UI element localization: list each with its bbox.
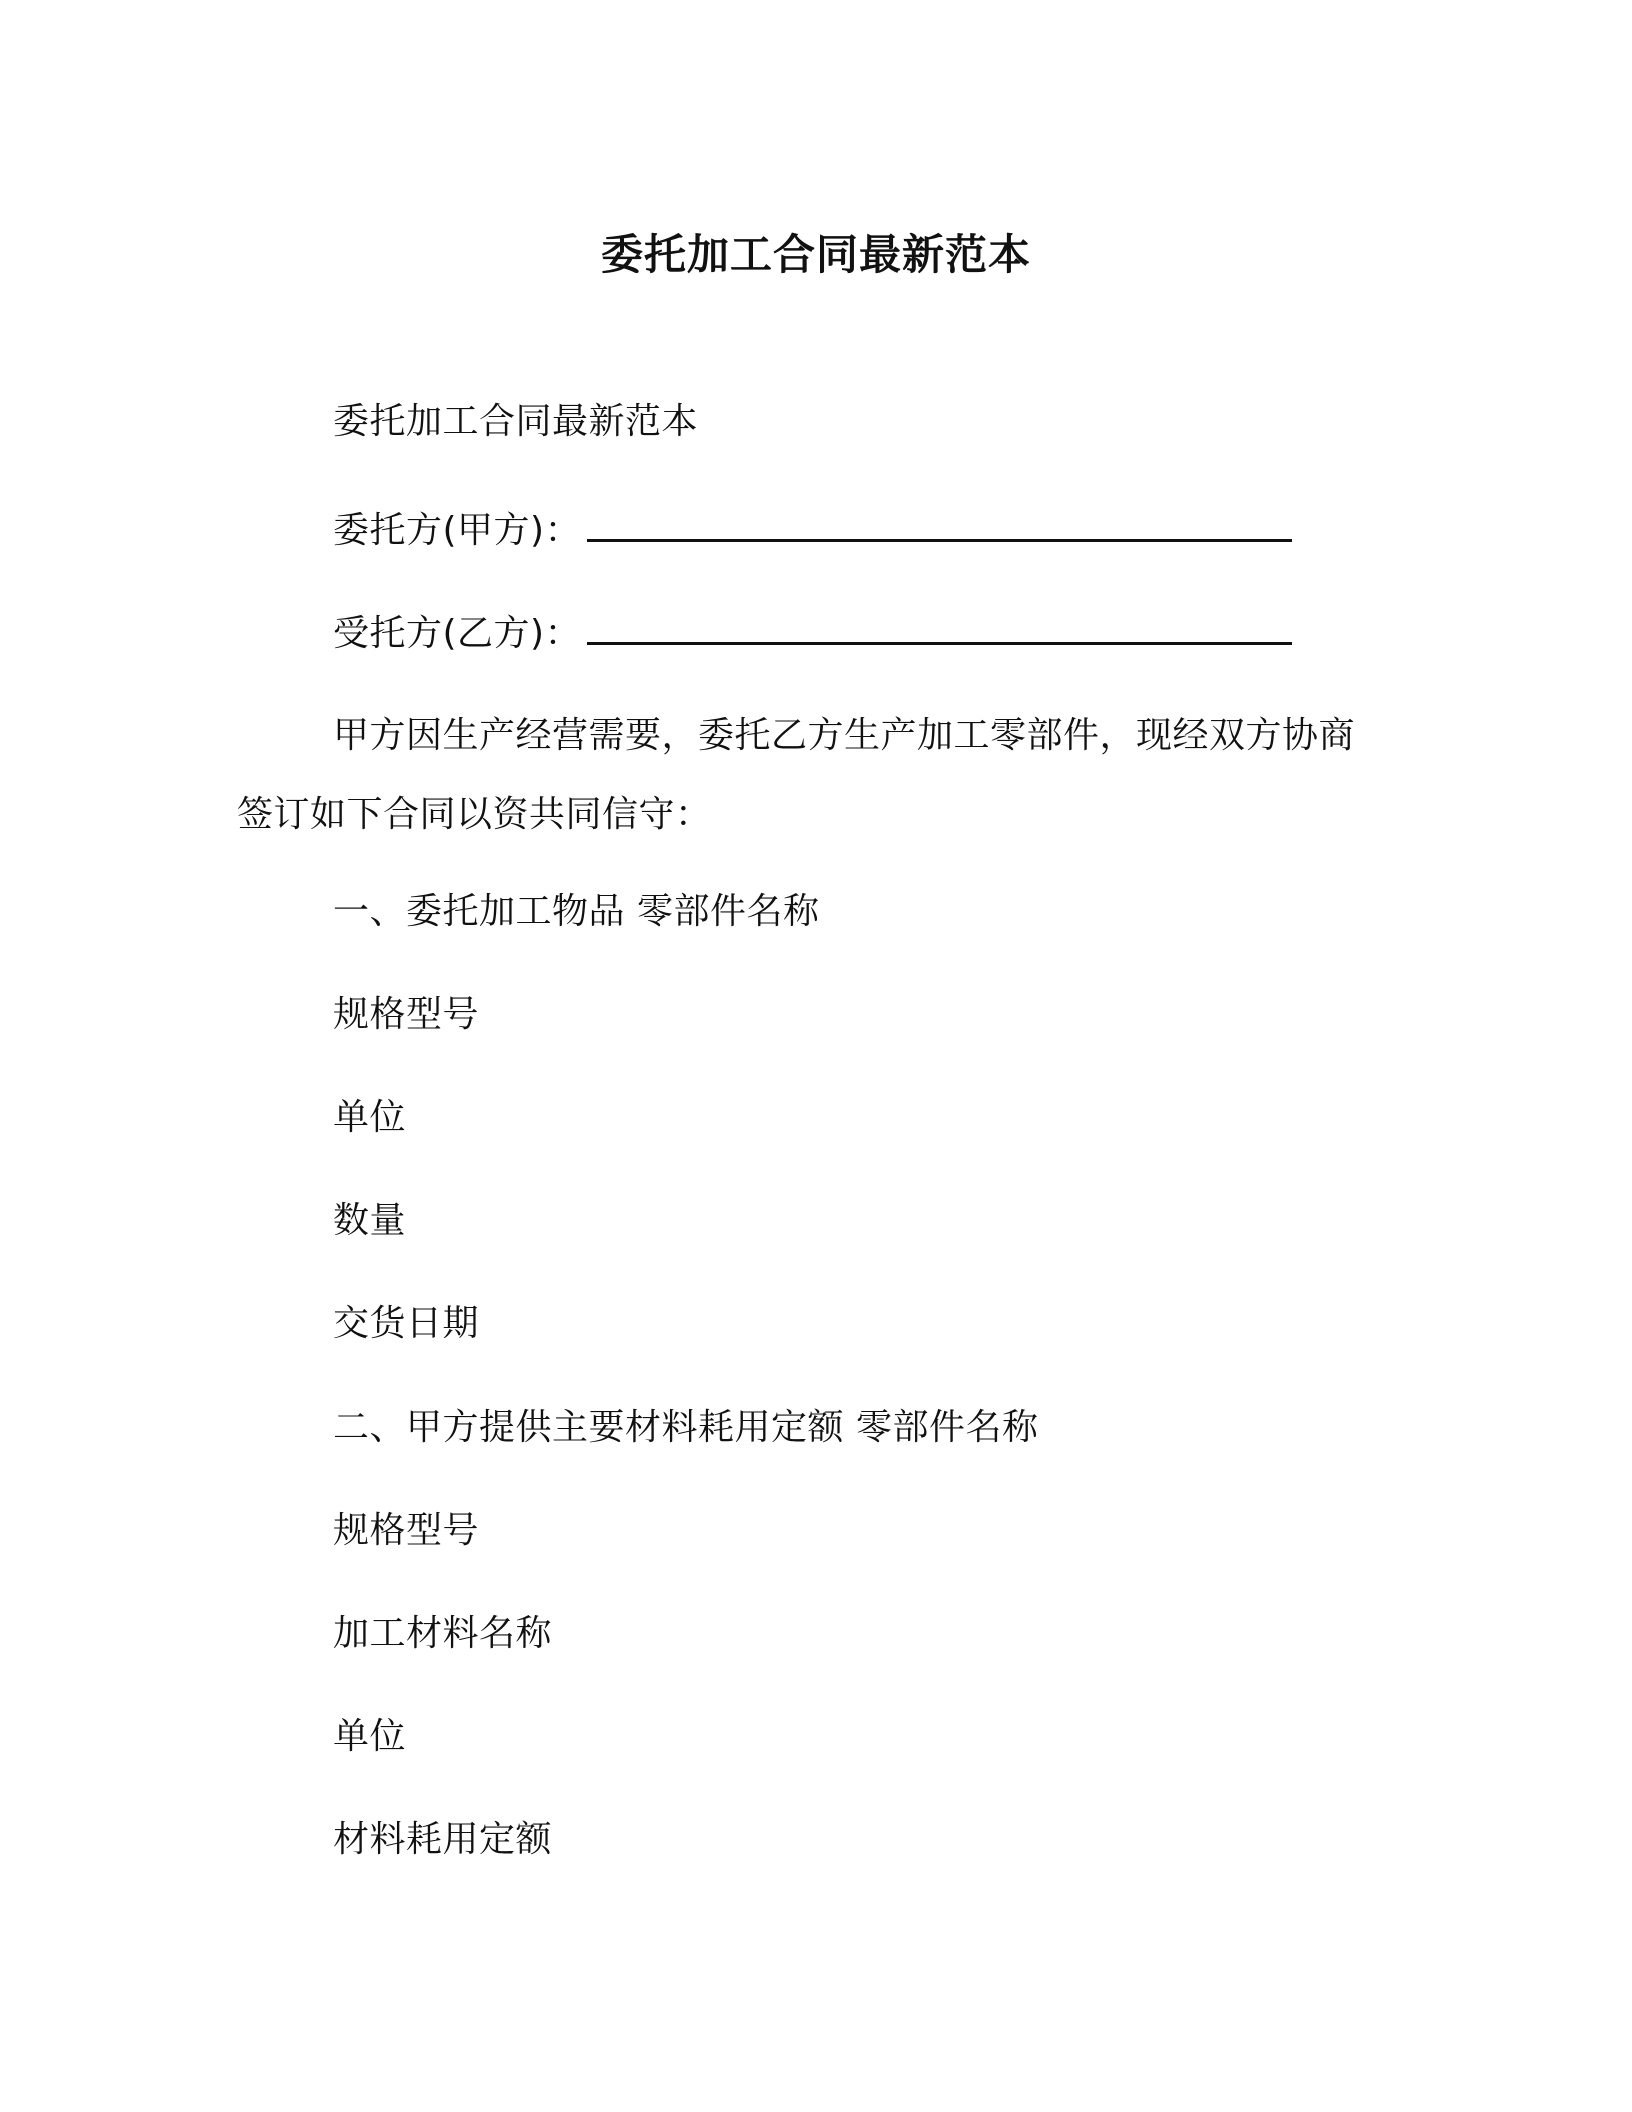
party-b-label: 受托方(乙方)： <box>333 613 582 654</box>
party-b-blank-field[interactable] <box>587 614 1292 645</box>
section2-item-unit: 单位 <box>333 1716 407 1757</box>
section1-item-quantity: 数量 <box>333 1200 407 1241</box>
section2-item-material-name: 加工材料名称 <box>333 1613 553 1654</box>
section2-item-spec: 规格型号 <box>333 1510 480 1551</box>
party-a-line <box>333 507 1292 555</box>
section1-item-unit: 单位 <box>333 1097 407 1138</box>
party-a-label: 委托方(甲方)： <box>333 510 582 551</box>
section1-heading: 一、委托加工物品 零部件名称 <box>333 891 820 932</box>
intro-paragraph <box>237 696 1387 854</box>
party-a-blank-field[interactable] <box>587 511 1292 542</box>
party-b-line <box>333 610 1292 658</box>
intro-text: 甲方因生产经营需要，委托乙方生产加工零部件，现经双方协商签订如下合同以资共同信守： <box>237 715 1356 835</box>
section1-item-delivery-date: 交货日期 <box>333 1303 480 1344</box>
document-title: 委托加工合同最新范本 <box>600 230 1031 279</box>
section2-heading: 二、甲方提供主要材料耗用定额 零部件名称 <box>333 1407 1039 1448</box>
section1-item-spec: 规格型号 <box>333 994 480 1035</box>
section2-item-material-quota: 材料耗用定额 <box>333 1819 553 1860</box>
document-subtitle: 委托加工合同最新范本 <box>333 401 699 442</box>
